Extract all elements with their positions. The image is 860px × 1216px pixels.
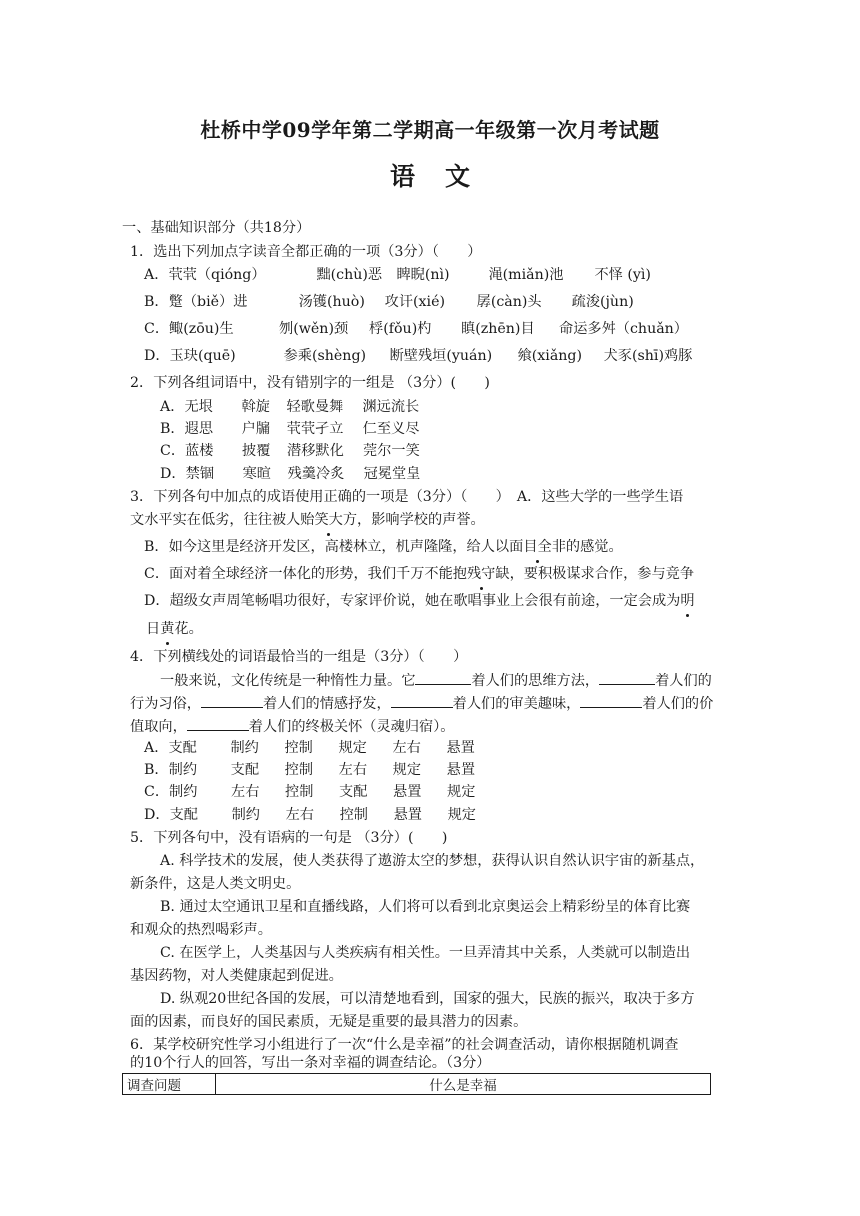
question-2-option-a	[160, 397, 419, 417]
question-5-option-b-cont: 和观众的热烈喝彩声。	[130, 922, 272, 938]
subject-title: 语文	[389, 162, 500, 191]
option-item: 玉玦(quē)	[169, 348, 236, 364]
question-4-passage-line	[130, 716, 454, 737]
passage-text: 着人们的审美趣味，	[452, 696, 581, 712]
option-word: 控制	[285, 784, 314, 800]
question-3-option-b	[144, 537, 623, 557]
option-word: 规定	[447, 784, 476, 800]
dotted-idiom: 抱残守缺	[452, 566, 510, 582]
option-label: B．	[160, 421, 185, 437]
passage-text: 着人们的价	[642, 696, 714, 712]
option-label: B．	[144, 762, 169, 778]
question-3-option-a-cont	[130, 510, 485, 530]
table-row	[123, 1074, 711, 1095]
question-5-option-a: A. 科学技术的发展，使人类获得了遨游太空的梦想，获得认识自然认识宇宙的新基点，	[160, 853, 705, 869]
question-1-option-c	[144, 319, 688, 339]
question-5-option-a-cont: 新条件，这是人类文明史。	[130, 876, 301, 892]
option-label: D．	[144, 807, 170, 823]
question-1-option-b	[144, 292, 634, 312]
option-word: 控制	[284, 740, 313, 756]
question-2-option-d	[160, 464, 420, 484]
option-item: 命运多舛（chuǎn）	[559, 321, 688, 337]
question-3-option-d-cont	[146, 619, 203, 639]
option-word: 规定	[392, 762, 422, 778]
option-word: 悬置	[393, 807, 422, 823]
option-word: 渊远流长	[362, 399, 420, 415]
option-item: 参乘(shèng)	[283, 348, 367, 364]
question-4-passage-line	[160, 670, 712, 691]
option-label: D．	[160, 466, 186, 482]
passage-text: 行为习俗，	[130, 696, 201, 712]
option-label: A．	[144, 740, 169, 756]
option-item: 犬豕(shī)鸡豚	[603, 348, 693, 364]
question-5-option-d: D. 纵观20世纪各国的发展，可以清楚地看到，国家的强大，民族的振兴，取决于多方	[160, 991, 695, 1007]
question-5-stem: 5．下列各句中，没有语病的一句是 （3分）( )	[130, 830, 448, 846]
dotted-idiom: 贻笑大方	[300, 512, 358, 528]
option-word: 左右	[285, 807, 314, 823]
option-word: 规定	[338, 740, 367, 756]
question-2-stem: 2．下列各组词语中，没有错别字的一组是 （3分）( )	[130, 375, 490, 391]
question-2-option-b	[160, 419, 419, 439]
question-1-option-a	[144, 265, 651, 285]
question-5-option-c-cont: 基因药物，对人类健康起到促进。	[130, 968, 343, 984]
table-cell: 调查问题	[123, 1074, 216, 1095]
question-4-passage-line	[130, 693, 713, 714]
option-item: 黜(chù)恶	[316, 267, 383, 283]
question-5-option-c: C. 在医学上，人类基因与人类疾病有相关性。一旦弄清其中关系，人类就可以制造出	[160, 945, 691, 961]
fill-blank[interactable]	[201, 693, 263, 708]
passage-text: 着人们的情感抒发，	[262, 696, 391, 712]
option-word: 潜移默化	[287, 443, 344, 459]
option-word: 蓝楼	[185, 443, 214, 459]
option-word: 冠冕堂皇	[363, 466, 421, 482]
option-item: 刎(wěn)颈	[279, 321, 349, 337]
option-word: 左右	[392, 740, 421, 756]
option-label: D．	[144, 348, 170, 364]
option-word: 左右	[338, 762, 368, 778]
question-3-option-c	[144, 564, 694, 584]
option-item: 疏浚(jùn)	[571, 294, 634, 310]
sentence-text: C．面对着全球经济一体化的形势，我们千万不能	[144, 566, 453, 582]
option-word: 悬置	[446, 762, 476, 778]
option-item: 汤镬(huò)	[298, 294, 365, 310]
option-word: 规定	[447, 807, 476, 823]
table-cell: 什么是幸福	[216, 1074, 711, 1095]
option-word: 悬置	[393, 784, 422, 800]
sentence-text: 的感觉。	[565, 539, 623, 555]
option-word: 户牖	[241, 421, 271, 437]
question-4-option-a	[144, 738, 475, 758]
survey-table	[122, 1073, 711, 1095]
option-item: 睥睨(nì)	[396, 267, 450, 283]
option-item: 茕茕（qióng）	[168, 267, 266, 283]
fill-blank[interactable]	[580, 693, 642, 708]
option-word: 控制	[284, 762, 314, 778]
option-item: 蹩（biě）进	[168, 294, 248, 310]
option-label: C．	[144, 784, 170, 800]
passage-text: 值取向，	[130, 719, 187, 735]
question-3-option-d	[144, 591, 695, 611]
question-5-option-b: B. 通过太空通讯卫星和直播线路，人们将可以看到北京奥运会上精彩纷呈的体育比赛	[160, 899, 691, 915]
option-word: 遐思	[184, 421, 214, 437]
question-1-stem: 1．选出下列加点字读音全都正确的一项（3分）（ ）	[130, 244, 482, 260]
option-word: 控制	[339, 807, 368, 823]
option-word: 寒暄	[242, 466, 271, 482]
question-1-option-d	[144, 346, 692, 366]
option-item: 鲰(zōu)生	[169, 321, 234, 337]
passage-text: 着人们的	[655, 673, 712, 689]
option-item: 不怿 (yì)	[594, 267, 651, 283]
option-word: 支配	[230, 762, 260, 778]
sentence-text: ，影响学校的声誉。	[357, 512, 485, 528]
option-word: 莞尔一笑	[363, 443, 420, 459]
dotted-idiom: 明	[680, 593, 695, 609]
question-3-stem: 3．下列各句中加点的成语使用正确的一项是（3分）（ ） A．这些大学的一些学生语	[130, 489, 684, 505]
option-item: 渑(miǎn)池	[488, 267, 564, 283]
option-label: A．	[160, 399, 185, 415]
fill-blank[interactable]	[415, 670, 471, 685]
question-6-stem: 6．某学校研究性学习小组进行了一次“什么是幸福”的社会调查活动，请你根据随机调查	[130, 1037, 679, 1053]
fill-blank[interactable]	[187, 716, 249, 731]
option-word: 支配	[339, 784, 368, 800]
sentence-text: ，要积极谋求合作，参与竞争	[509, 566, 695, 582]
dotted-idiom: 日黄花	[146, 621, 189, 637]
option-label: C．	[144, 321, 170, 337]
option-word: 茕茕孑立	[286, 421, 344, 437]
question-5-option-d-cont: 面的因素，而良好的国民素质，无疑是重要的最具潜力的因素。	[130, 1014, 528, 1030]
option-word: 披覆	[242, 443, 271, 459]
option-word: 悬置	[446, 740, 475, 756]
option-word: 仁至义尽	[362, 421, 420, 437]
sentence-text: 。	[188, 621, 203, 637]
question-6-stem-cont: 的10个行人的回答，写出一条对幸福的调查结论。（3分）	[130, 1055, 491, 1071]
option-word: 制约	[231, 807, 260, 823]
option-label: B．	[144, 294, 169, 310]
exam-title: 杜桥中学09学年第二学期高一年级第一次月考试题	[200, 118, 660, 142]
passage-text: 着人们的终极关怀（灵魂归宿）。	[248, 719, 455, 735]
passage-text: 一般来说，文化传统是一种惰性力量。它	[160, 673, 416, 689]
fill-blank[interactable]	[391, 693, 453, 708]
option-word: 支配	[169, 807, 198, 823]
option-label: A．	[144, 267, 169, 283]
option-item: 断壁残垣(yuán)	[389, 348, 493, 364]
option-word: 支配	[168, 740, 197, 756]
question-4-stem: 4．下列横线处的词语最恰当的一组是（3分）（ ）	[130, 649, 468, 665]
option-word: 无垠	[184, 399, 213, 415]
sentence-text: D．超级女声周笔畅唱功很好，专家评价说，她在歌唱事业上会很有前途，一定会成为	[144, 593, 681, 609]
option-item: 瞋(zhēn)目	[461, 321, 535, 337]
question-4-option-c	[144, 782, 475, 802]
section-heading: 一、基础知识部分（共18分）	[122, 220, 311, 236]
option-word: 制约	[168, 762, 198, 778]
sentence-text: B．如今这里是经济开发区，高楼林立，机声隆隆，给人以	[144, 539, 510, 555]
fill-blank[interactable]	[599, 670, 655, 685]
option-word: 制约	[230, 740, 259, 756]
option-label: C．	[160, 443, 186, 459]
question-4-option-b	[144, 760, 475, 780]
option-word: 斡旋	[241, 399, 270, 415]
option-word: 残羹冷炙	[287, 466, 345, 482]
option-word: 制约	[169, 784, 198, 800]
option-item: 孱(càn)头	[476, 294, 542, 310]
question-4-option-d	[144, 805, 476, 825]
question-2-option-c	[160, 441, 420, 461]
dotted-idiom: 面目全非	[509, 539, 566, 555]
option-item: 桴(fǒu)杓	[369, 321, 432, 337]
option-item: 飨(xiǎng)	[517, 348, 583, 364]
passage-text: 着人们的思维方法，	[471, 673, 600, 689]
sentence-text: 文水平实在低劣，往往被人	[130, 512, 301, 528]
option-word: 左右	[231, 784, 260, 800]
option-word: 轻歌曼舞	[286, 399, 344, 415]
option-word: 禁锢	[185, 466, 214, 482]
option-item: 攻讦(xié)	[384, 294, 446, 310]
